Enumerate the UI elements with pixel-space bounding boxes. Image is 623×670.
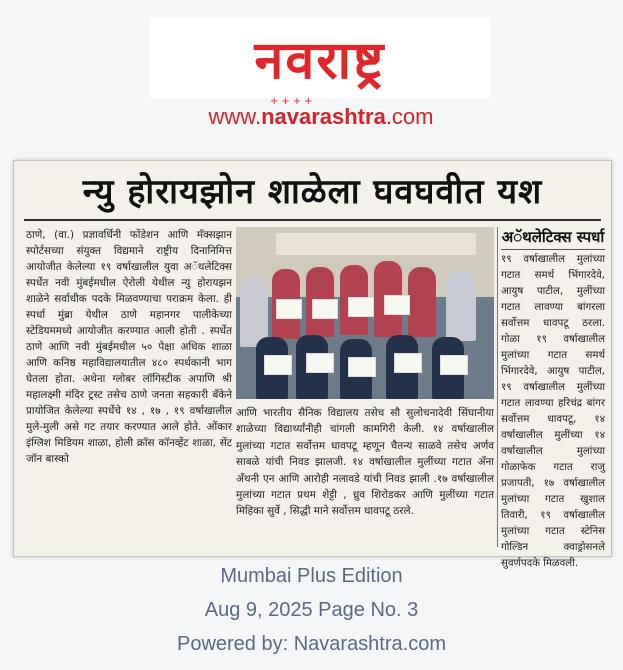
photo-certificate xyxy=(348,357,376,377)
article-sidebar xyxy=(501,227,605,569)
photo-person xyxy=(408,267,436,337)
headline-divider xyxy=(24,219,601,221)
masthead xyxy=(0,0,623,160)
article-photo xyxy=(236,227,494,399)
newspaper-clipping xyxy=(13,160,612,569)
photo-certificate xyxy=(306,353,334,373)
logo-text: नवराष्ट्र xyxy=(254,29,386,91)
logo-stars: ++++ xyxy=(270,96,316,107)
edition-label: Mumbai Plus Edition xyxy=(220,565,403,587)
site-name: navarashtra xyxy=(261,104,386,129)
article-headline: न्यु होरायझोन शाळेला घवघवीत यश xyxy=(82,172,543,212)
photo-certificate xyxy=(348,297,374,317)
powered-by-link[interactable]: Powered by: Navarashtra.com xyxy=(176,633,446,655)
photo-certificate xyxy=(384,295,410,315)
photo-certificate xyxy=(394,353,422,373)
site-suffix: .com xyxy=(385,104,434,129)
column-divider xyxy=(497,227,498,547)
photo-certificate xyxy=(440,355,468,375)
photo-person xyxy=(446,271,476,341)
photo-certificate xyxy=(264,355,292,375)
article-body-middle: आणि भारतीय सैनिक विद्यालय तसेच सौ सुलोचनादेवी सिंघानीया शाळेच्या विद्यार्थ्यांनीही चांगली कामगिरी केली. १४ वर्षाखालील मुलांच्या गटात सर्वोत्तम धावपटू म्हणून चैतन्य साळवे तसेच अर्णव साबळे यांची निवड झालजी. १४ वर्षाखालील मुलींच्या गटात अँना अँथनी एन आणि आरोही नलावडे यांची निवड झाली .१७ वर्षाखालील मुलांच्या गटात प्रथम शेट्टी , ध्रुव शिरोडकर आणि मुलींच्या गटात मिहिका सुर्वे , सिद्धी माने सर्वोत्तम धावपटू ठरले. xyxy=(236,407,494,518)
sidebar-title: अॅथलेटिक्स स्पर्धा xyxy=(501,227,605,250)
article-body-left: ठाणे, (वा.) प्रज्ञावर्धिनी फोंडेशन आणि मॅक्सझान स्पोर्टसच्या संयुक्त विद्यमाने राष्ट्रीय दिनानिमित्त आयोजीत केलेल्या १९ वर्षाखालील युवा अॅथलेटिक्स स्पर्धेत नवी मुंबईमधील ऐरोली येथील न्यु होरायझन शाळेने सर्वाधीक पदके मिळवण्याचा पराक्रम केला. ही स्पर्धा मुंब्रा येथील ठाणे महानगर पालीकेच्या स्टेडियममध्ये आयोजीत करण्यात आली होती . स्पर्धेत ठाणे आणि नवी मुंबईमधील ५० पेक्षा अधिक शाळा आणि कनिष्ठ महाविद्यालयातील ४८० स्पर्धकानी भाग घेतला होता. अथेना ग्लोबर लॉगिस्टीक अपाणि श्री महालक्ष्मी मंदिर ट्रस्ट तसेच ठाणे जनता सहकारी बँकेने प्रायोजित केलेल्या स्पर्धेचे १४ , १७ , १९ वर्षाखालील मुले-मुली असे गट तयार करण्यात आले होते. ओंकार इंग्लिश मिडियम शाळा, होली क्रॉस कॉनव्हेंट शाळा, सेंट जॉन बास्को xyxy=(26,229,232,465)
photo-certificate xyxy=(276,299,302,319)
newspaper-logo xyxy=(150,18,490,98)
photo-certificate xyxy=(312,299,338,319)
sidebar-body: १९ वर्षाखालील मुलांच्या गटात समर्थ भिंगारदेवे, आयुष पाटील, मुलींच्या गटात लावण्या बांगरला सर्वोत्तम धावपटू ठरला. गोळा १९ वर्षाखालील मुलांच्या गटात समर्थ भिंगारदेवे, आयुष पाटील, १९ वर्षाखालील मुलींच्या गटात लावण्या हरिचंद्र बांगर सर्वोत्तम धावपटू, १४ वर्षाखालील मुलींच्या १४ वर्षाखालील मुलांच्या गोळाफेक गटात राजु प्रजापती, १७ वर्षाखालील मुलांच्या गटात खुशाल तिवारी, १९ वर्षाखालील मुलांच्या गटात स्टेनिस गोल्डिन क्वाड्रोसनले सुवर्णपदके मिळवली. xyxy=(501,254,605,569)
site-prefix: www. xyxy=(208,104,262,129)
date-page-label: Aug 9, 2025 Page No. 3 xyxy=(204,599,419,621)
photo-banner xyxy=(276,233,476,255)
site-url[interactable] xyxy=(154,104,488,130)
